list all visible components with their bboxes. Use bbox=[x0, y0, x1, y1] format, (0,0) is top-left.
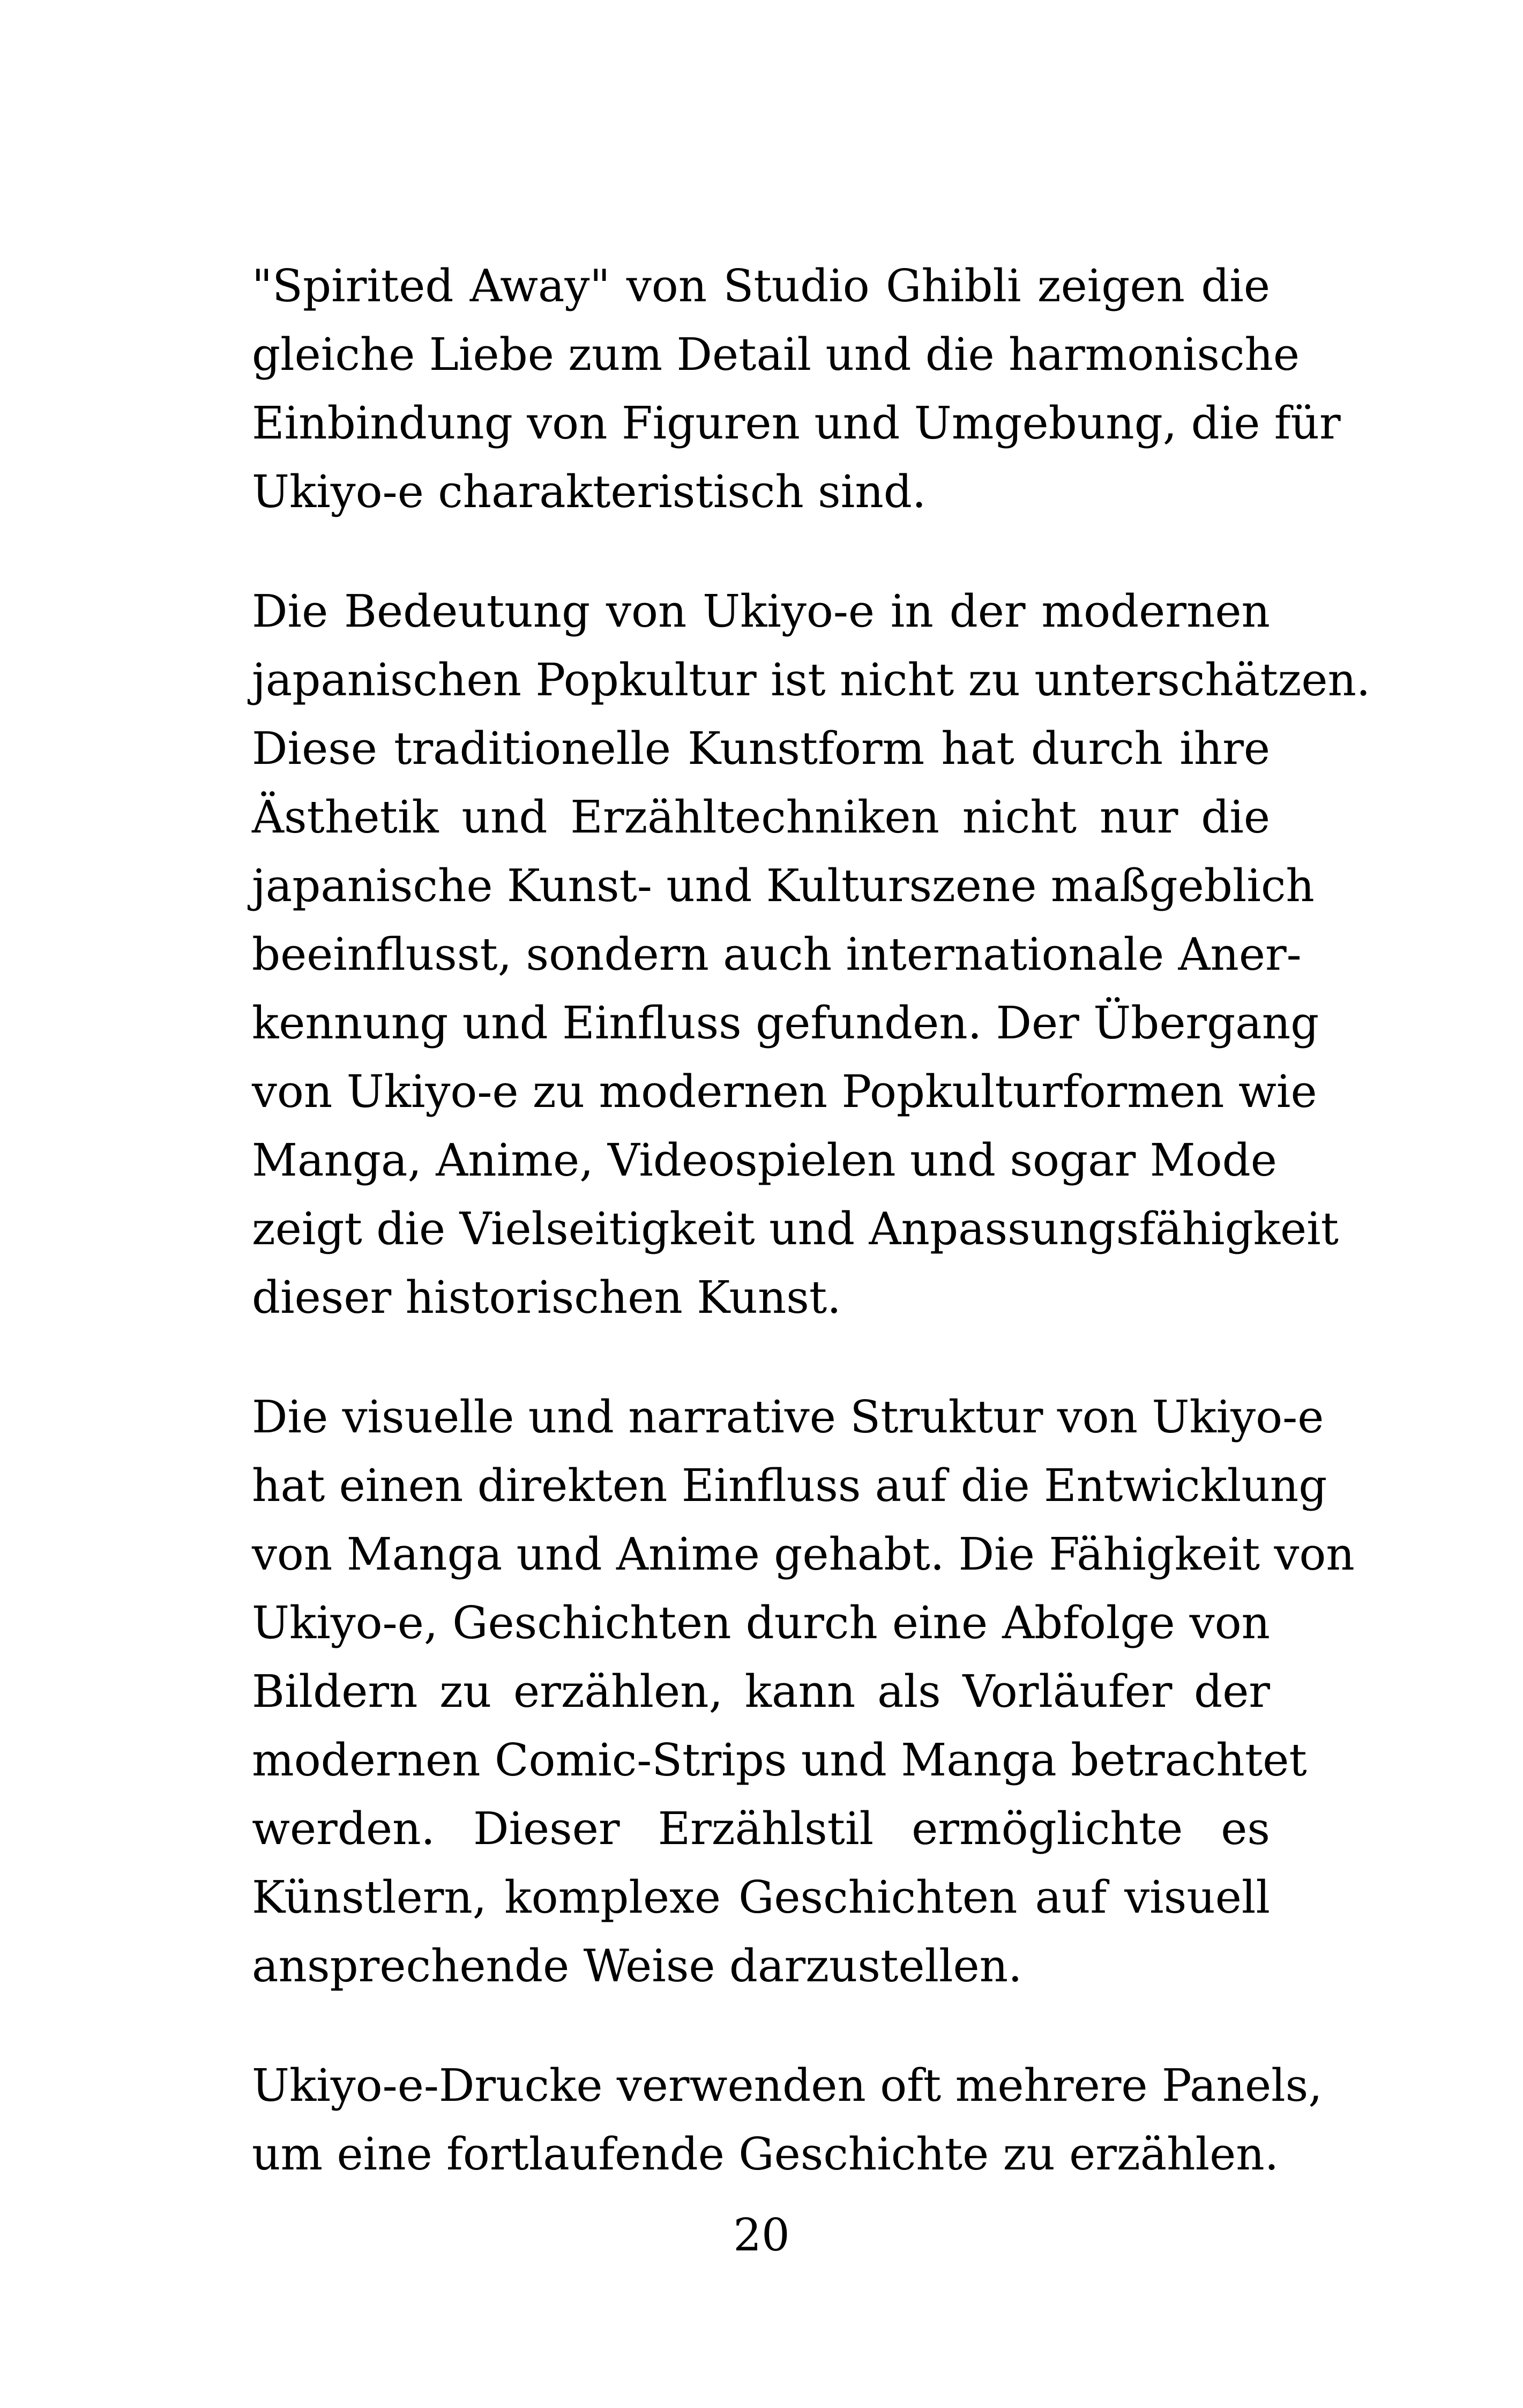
text-line: gleiche Liebe zum Detail und die harmonische bbox=[252, 329, 1300, 381]
text-line: um eine fortlaufende Geschichte zu erzählen. bbox=[252, 2128, 1279, 2180]
text-line: "Spirited Away" von Studio Ghibli zeigen die bbox=[252, 260, 1270, 312]
text-line: japanischen Popkultur ist nicht zu unterschätzen. bbox=[252, 654, 1371, 706]
text-line: hat einen direkten Einfluss auf die Entwicklung bbox=[252, 1460, 1327, 1512]
text-line: japanische Kunst- und Kulturszene maßgeblich bbox=[252, 860, 1315, 912]
text-line: Die visuelle und narrative Struktur von Ukiyo-e bbox=[252, 1391, 1324, 1443]
text-line: von Manga und Anime gehabt. Die Fähigkeit von bbox=[252, 1528, 1355, 1580]
text-line: Ukiyo-e, Geschichten durch eine Abfolge von bbox=[252, 1597, 1270, 1649]
text-line: von Ukiyo-e zu modernen Popkulturformen wie bbox=[252, 1066, 1317, 1118]
text-line: Ästhetik und Erzähltechniken nicht nur die bbox=[252, 791, 1270, 843]
text-line: Künstlern, komplexe Geschichten auf visuell bbox=[252, 1871, 1270, 1923]
text-line: Ukiyo-e charakteristisch sind. bbox=[252, 466, 927, 518]
body-text bbox=[252, 252, 1371, 2189]
paragraph-2 bbox=[252, 577, 1371, 1332]
text-line: zeigt die Vielseitigkeit und Anpassungsfähigkeit bbox=[252, 1203, 1339, 1255]
text-line: Bildern zu erzählen, kann als Vorläufer der bbox=[252, 1666, 1270, 1718]
text-line: Manga, Anime, Videospielen und sogar Mode bbox=[252, 1134, 1277, 1186]
text-line: Diese traditionelle Kunstform hat durch ihre bbox=[252, 723, 1270, 775]
page-number: 20 bbox=[733, 2209, 790, 2261]
text-line: modernen Comic-Strips und Manga betrachtet bbox=[252, 1734, 1307, 1786]
text-line: Die Bedeutung von Ukiyo-e in der modernen bbox=[252, 585, 1270, 637]
text-line: kennung und Einfluss gefunden. Der Übergang bbox=[252, 997, 1319, 1049]
paragraph-4 bbox=[252, 2052, 1323, 2189]
text-line: dieser historischen Kunst. bbox=[252, 1272, 841, 1324]
paragraph-3 bbox=[252, 1383, 1355, 2001]
paragraph-1 bbox=[252, 252, 1341, 526]
text-line: werden. Dieser Erzählstil ermöglichte es bbox=[252, 1803, 1270, 1855]
text-line: Einbindung von Figuren und Umgebung, die für bbox=[252, 397, 1341, 449]
text-line: beeinflusst, sondern auch internationale Aner- bbox=[252, 928, 1302, 980]
text-line: ansprechende Weise darzustellen. bbox=[252, 1940, 1022, 1992]
text-line: Ukiyo-e-Drucke verwenden oft mehrere Panels, bbox=[252, 2060, 1323, 2112]
